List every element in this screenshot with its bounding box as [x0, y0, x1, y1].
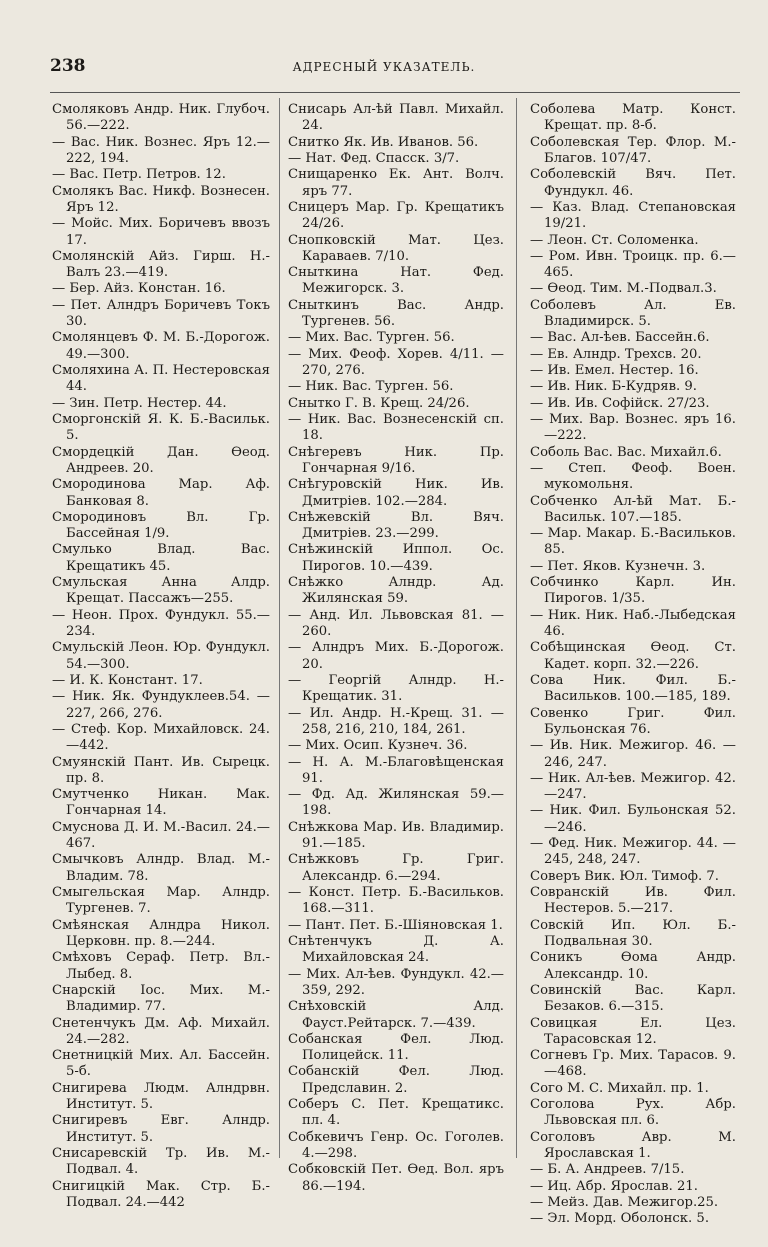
- directory-entry: — Мойс. Мих. Боричевъ ввозъ 17.: [52, 216, 270, 248]
- directory-entry: — Фд. Ад. Жилянская 59.—198.: [288, 787, 504, 819]
- directory-entry: — Ник. Вас. Вознесенскій сп. 18.: [288, 411, 504, 444]
- directory-entry: Снетенчукъ Дм. Аф. Михайл. 24.—282.: [52, 1015, 270, 1047]
- directory-entry: Соверъ Вик. Юл. Тимоф. 7.: [530, 868, 719, 884]
- directory-entry: — Неон. Прох. Фундукл. 55.—234.: [52, 607, 270, 639]
- directory-entry: Снарскій Іос. Мих. М.-Владимир. 77.: [52, 982, 270, 1015]
- directory-entry: — Ѳеод. Тим. М.-Подвал.3.: [530, 281, 717, 297]
- directory-entry: Снисаревскій Тр. Ив. М.-Подвал. 4.: [52, 1146, 270, 1178]
- directory-entry: Снищаренко Ек. Ант. Волч. яръ 77.: [288, 167, 504, 199]
- directory-entry: — Фед. Ник. Межигор. 44. —245, 248, 247.: [530, 836, 736, 868]
- directory-entry: Смородинова Мар. Аф. Банковая 8.: [52, 477, 270, 509]
- directory-entry: Снѣгеревъ Ник. Пр. Гончарная 9/16.: [288, 444, 504, 476]
- directory-entry: — И. К. Констант. 17.: [52, 672, 203, 688]
- directory-entry: Совскій Ип. Юл. Б.-Подвальная 30.: [530, 917, 736, 949]
- directory-entry: Совицкая Ел. Цез. Тарасовская 12.: [530, 1015, 736, 1047]
- directory-entry: Смолянцевъ Ф. М. Б.-Дорогож. 49.—300.: [52, 330, 270, 362]
- directory-entry: — Мих. Осип. Кузнеч. 36.: [288, 738, 468, 754]
- directory-entry: Снисарь Ал-ѣй Павл. Михайл. 24.: [288, 102, 504, 134]
- directory-entry: Смульская Анна Алдр. Крещат. Пассажъ—255.: [52, 575, 270, 607]
- directory-entry: Смутченко Никан. Мак. Гончарная 14.: [52, 787, 270, 819]
- directory-entry: Снѣгуровскій Ник. Ив. Дмитріев. 102.—284.: [288, 477, 504, 509]
- directory-entry: — Ев. Алндр. Трехсв. 20.: [530, 346, 702, 362]
- directory-entry: — Анд. Ил. Львовская 81. —260.: [288, 607, 504, 639]
- directory-entry: Снигирева Людм. Алндрвн. Институт. 5.: [52, 1080, 270, 1113]
- directory-entry: — Мейз. Дав. Межигор.25.: [530, 1194, 719, 1210]
- directory-entry: — Мих. Вас. Турген. 56.: [288, 330, 455, 346]
- directory-entry: — Вас. Ал-ѣев. Бассейн.6.: [530, 330, 710, 346]
- directory-entry: Смыгельская Мар. Алндр. Тургенев. 7.: [52, 885, 270, 917]
- directory-entry: Смолянскій Айз. Гирш. Н.-Валъ 23.—419.: [52, 248, 270, 281]
- directory-entry: Собанскій Фел. Люд. Предславин. 2.: [288, 1064, 504, 1096]
- directory-entry: — Пет. Яков. Кузнечн. 3.: [530, 558, 706, 574]
- directory-entry: — Ив. Ник. Межигор. 46. —246, 247.: [530, 738, 736, 770]
- directory-entry: Смѣховъ Сераф. Петр. Вл.-Лыбед. 8.: [52, 950, 270, 982]
- directory-entry: — Ник. Фил. Бульонская 52.—246.: [530, 803, 736, 835]
- directory-entry: Сныткина Нат. Фед. Межигорск. 3.: [288, 265, 504, 297]
- directory-entry: Снѣжевскій Вл. Вяч. Дмитріев. 23.—299.: [288, 509, 504, 542]
- directory-entry: Сныткинъ Вас. Андр. Тургенев. 56.: [288, 297, 504, 330]
- directory-entry: Соболь Вас. Вас. Михайл.6.: [530, 444, 722, 460]
- column-divider: [516, 98, 517, 1158]
- directory-entry: Снѣтенчукъ Д. А. Михайловская 24.: [288, 933, 504, 966]
- directory-entry: Смычковъ Алндр. Влад. М.-Владим. 78.: [52, 852, 270, 884]
- directory-entry: Снѣховскій Алд. Фауст.Рейтарск. 7.—439.: [288, 999, 504, 1031]
- directory-entry: Сморгонскій Я. К. Б.-Васильк. 5.: [52, 411, 270, 444]
- directory-entry: — Зин. Петр. Нестер. 44.: [52, 395, 227, 411]
- directory-entry: — Ив. Ив. Софійск. 27/23.: [530, 395, 710, 411]
- directory-entry: — Эл. Морд. Оболонск. 5.: [530, 1211, 710, 1227]
- directory-column-3: [530, 102, 736, 1227]
- directory-entry: Смулько Влад. Вас. Крещатикъ 45.: [52, 542, 270, 574]
- directory-entry: — Каз. Влад. Степановская 19/21.: [530, 199, 736, 232]
- directory-entry: — Нат. Фед. Спасск. 3/7.: [288, 150, 460, 166]
- directory-entry: Смородиновъ Вл. Гр. Бассейная 1/9.: [52, 509, 270, 542]
- directory-entry: — Ник. Ал-ѣев. Межигор. 42.—247.: [530, 770, 736, 803]
- directory-entry: — Алндръ Мих. Б.-Дорогож. 20.: [288, 640, 504, 672]
- directory-entry: — Мар. Макар. Б.-Васильков. 85.: [530, 526, 736, 558]
- directory-entry: Соболевскій Вяч. Пет. Фундукл. 46.: [530, 167, 736, 199]
- column-divider: [279, 98, 280, 1158]
- header-rule: [50, 92, 740, 93]
- directory-entry: Совенко Григ. Фил. Бульонская 76.: [530, 705, 736, 737]
- directory-entry: Снигицкій Мак. Стр. Б.-Подвал. 24.—442: [52, 1178, 270, 1210]
- directory-entry: — Пет. Алндръ Боричевъ Токъ 30.: [52, 297, 270, 330]
- directory-entry: Собкевичъ Генр. Ос. Гоголев. 4.—298.: [288, 1129, 504, 1161]
- directory-entry: — Мих. Феоф. Хорев. 4/11. —270, 276.: [288, 346, 504, 378]
- directory-entry: — Георгій Алндр. Н.-Крещатик. 31.: [288, 672, 504, 705]
- directory-entry: — Б. А. Андреев. 7/15.: [530, 1162, 685, 1178]
- directory-entry: Сова Ник. Фил. Б.-Васильков. 100.—185, 189.: [530, 672, 736, 705]
- directory-entry: Снѣжко Алндр. Ад. Жилянская 59.: [288, 575, 504, 607]
- directory-entry: — Пант. Пет. Б.-Шіяновская 1.: [288, 917, 503, 933]
- directory-entry: — Ив. Ник. Б-Кудряв. 9.: [530, 379, 697, 395]
- directory-entry: Соберъ С. Пет. Крещатикс. пл. 4.: [288, 1097, 504, 1129]
- directory-entry: Сого М. С. Михайл. пр. 1.: [530, 1080, 709, 1096]
- directory-entry: Снытко Г. В. Крещ. 24/26.: [288, 395, 470, 411]
- directory-entry: Соболевская Тер. Флор. М.-Благов. 107/47.: [530, 134, 736, 166]
- directory-entry: Собанская Фел. Люд. Полицейск. 11.: [288, 1031, 504, 1064]
- directory-entry: Соголова Рух. Абр. Львовская пл. 6.: [530, 1097, 736, 1129]
- running-title: АДРЕСНЫЙ УКАЗАТЕЛЬ.: [292, 60, 476, 74]
- directory-column-1: [52, 102, 270, 1210]
- directory-entry: — Иц. Абр. Ярослав. 21.: [530, 1178, 698, 1194]
- directory-entry: Сницеръ Мар. Гр. Крещатикъ 24/26.: [288, 199, 504, 232]
- directory-entry: Смульскій Леон. Юр. Фундукл. 54.—300.: [52, 640, 270, 672]
- directory-entry: Смолякъ Вас. Никф. Вознесен. Яръ 12.: [52, 183, 270, 215]
- directory-entry: — Леон. Ст. Соломенка.: [530, 232, 699, 248]
- directory-entry: Смуянскій Пант. Ив. Сырецк. пр. 8.: [52, 754, 270, 786]
- directory-entry: — Ник. Вас. Турген. 56.: [288, 379, 454, 395]
- directory-entry: Совинскій Вас. Карл. Безаков. 6.—315.: [530, 982, 736, 1015]
- directory-entry: — Вас. Петр. Петров. 12.: [52, 167, 226, 183]
- directory-entry: Совранскій Ив. Фил. Нестеров. 5.—217.: [530, 885, 736, 917]
- directory-entry: Снигиревъ Евг. Алндр. Институт. 5.: [52, 1113, 270, 1145]
- directory-entry: Смордецкій Дан. Ѳеод. Андреев. 20.: [52, 444, 270, 476]
- directory-entry: — Ил. Андр. Н.-Крещ. 31. —258, 216, 210, 184, 261.: [288, 705, 504, 737]
- directory-entry: Снетницкій Мих. Ал. Бассейн. 5-б.: [52, 1048, 270, 1080]
- directory-entry: Смуснова Д. И. М.-Васил. 24.—467.: [52, 819, 270, 852]
- page-number: 238: [50, 56, 86, 76]
- directory-entry: — Ив. Емел. Нестер. 16.: [530, 363, 699, 378]
- directory-entry: — Стеф. Кор. Михайловск. 24.—442.: [52, 721, 270, 754]
- directory-column-2: [288, 102, 504, 1192]
- directory-entry: Снитко Як. Ив. Иванов. 56.: [288, 134, 479, 150]
- directory-entry: Собѣщинская Ѳеод. Ст. Кадет. корп. 32.—226.: [530, 640, 736, 672]
- directory-entry: — Ром. Ивн. Троицк. пр. 6.—465.: [530, 248, 736, 281]
- directory-entry: — Ник. Як. Фундуклеев.54. —227, 266, 276.: [52, 689, 270, 721]
- directory-entry: — Мих. Ал-ѣев. Фундукл. 42.—359, 292.: [288, 966, 504, 998]
- directory-entry: — Н. А. М.-Благовѣщенская 91.: [288, 754, 504, 786]
- directory-entry: — Конст. Петр. Б.-Васильков. 168.—311.: [288, 885, 504, 917]
- directory-entry: Соникъ Ѳома Андр. Александр. 10.: [530, 950, 736, 982]
- directory-entry: Соболевъ Ал. Ев. Владимирск. 5.: [530, 297, 736, 330]
- directory-entry: — Мих. Вар. Вознес. яръ 16.—222.: [530, 411, 736, 444]
- directory-entry: Смоляхина А. П. Нестеровская 44.: [52, 363, 270, 395]
- directory-entry: Смѣянская Алндра Никол. Церковн. пр. 8.—244.: [52, 917, 270, 949]
- directory-entry: Собковскій Пет. Ѳед. Вол. яръ 86.—194.: [288, 1162, 504, 1194]
- page-header: [0, 52, 768, 82]
- directory-entry: Соголовъ Авр. М. Ярославская 1.: [530, 1129, 736, 1161]
- directory-entry: Снѣжковъ Гр. Григ. Александр. 6.—294.: [288, 852, 504, 884]
- directory-entry: Снѣжкова Мар. Ив. Владимир. 91.—185.: [288, 819, 504, 852]
- directory-entry: Собченко Ал-ѣй Мат. Б.-Васильк. 107.—185.: [530, 493, 736, 525]
- directory-entry: Смоляковъ Андр. Ник. Глубоч. 56.—222.: [52, 102, 270, 134]
- directory-entry: — Ник. Ник. Наб.-Лыбедская 46.: [530, 607, 736, 639]
- directory-entry: Снѣжинскій Иппол. Ос. Пирогов. 10.—439.: [288, 542, 504, 574]
- directory-entry: — Степ. Феоф. Воен. мукомольня.: [530, 460, 736, 493]
- directory-entry: Согневъ Гр. Мих. Тарасов. 9.—468.: [530, 1048, 736, 1080]
- directory-entry: Собчинко Карл. Ин. Пирогов. 1/35.: [530, 575, 736, 607]
- directory-entry: — Вас. Ник. Вознес. Яръ 12.—222, 194.: [52, 134, 270, 166]
- directory-entry: Снопковскій Мат. Цез. Караваев. 7/10.: [288, 232, 504, 264]
- directory-entry: — Бер. Айз. Констан. 16.: [52, 281, 226, 297]
- directory-entry: Соболева Матр. Конст. Крещат. пр. 8-б.: [530, 102, 736, 134]
